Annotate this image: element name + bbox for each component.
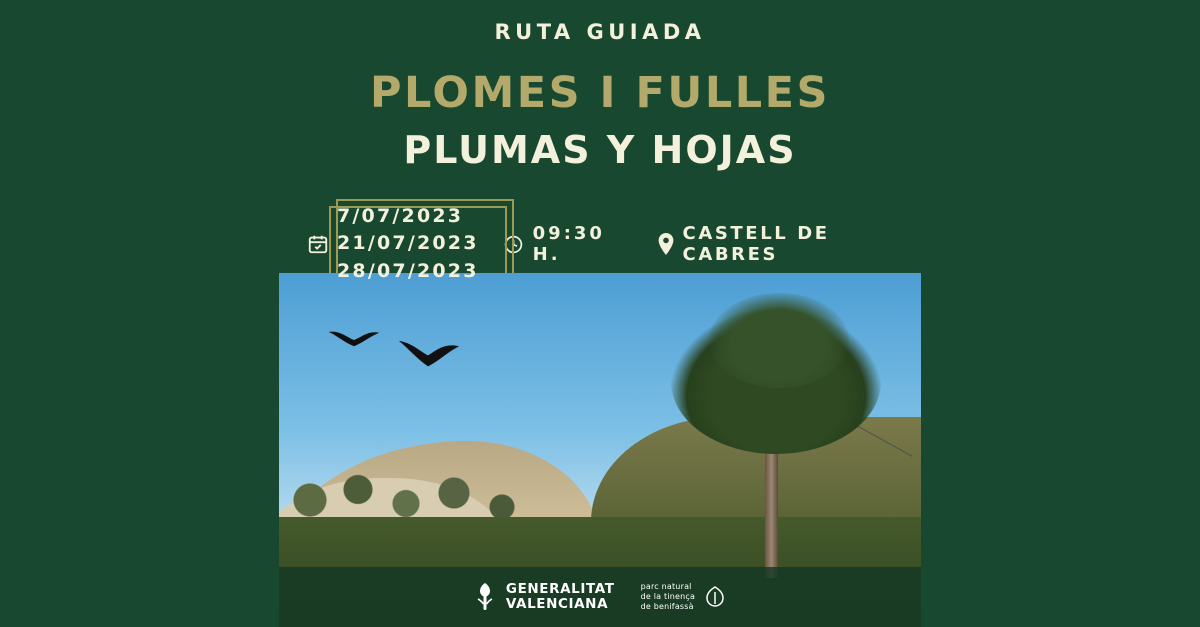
calendar-icon — [307, 233, 329, 255]
event-place-block — [658, 223, 921, 265]
event-time: 09:30 H. — [532, 223, 605, 265]
event-dates — [337, 203, 479, 286]
park-line-2: de la tinença — [640, 592, 696, 601]
gva-wordmark — [506, 582, 615, 612]
event-place: CASTELL DE CABRES — [682, 223, 830, 265]
generalitat-valenciana-logo — [472, 582, 615, 612]
poster-title-spanish: PLUMAS Y HOJAS — [403, 128, 797, 172]
poster-title-valencian: PLOMES I FULLES — [370, 68, 830, 118]
footer-logos — [279, 567, 921, 627]
event-time-block — [503, 223, 636, 265]
event-date-3: 28/07/2023 — [337, 259, 479, 282]
parc-natural-logo — [641, 582, 729, 612]
vulture-silhouette — [327, 328, 381, 352]
event-date-1: 7/07/2023 — [337, 204, 464, 227]
pine-canopy-top — [709, 293, 849, 388]
park-wordmark — [641, 582, 696, 612]
park-line-1: parc natural — [640, 582, 692, 591]
park-leaf-icon — [702, 584, 728, 610]
poster-kicker: RUTA GUIADA — [494, 20, 706, 44]
gva-line-2: VALENCIANA — [505, 596, 609, 612]
location-pin-icon — [658, 233, 674, 255]
event-date-2: 21/07/2023 — [337, 232, 479, 255]
gva-emblem-icon — [472, 582, 498, 612]
gva-line-1: GENERALITAT — [505, 580, 615, 597]
park-line-3: de benifassà — [640, 602, 694, 611]
pine-trunk — [765, 433, 778, 578]
vulture-silhouette — [397, 339, 461, 370]
